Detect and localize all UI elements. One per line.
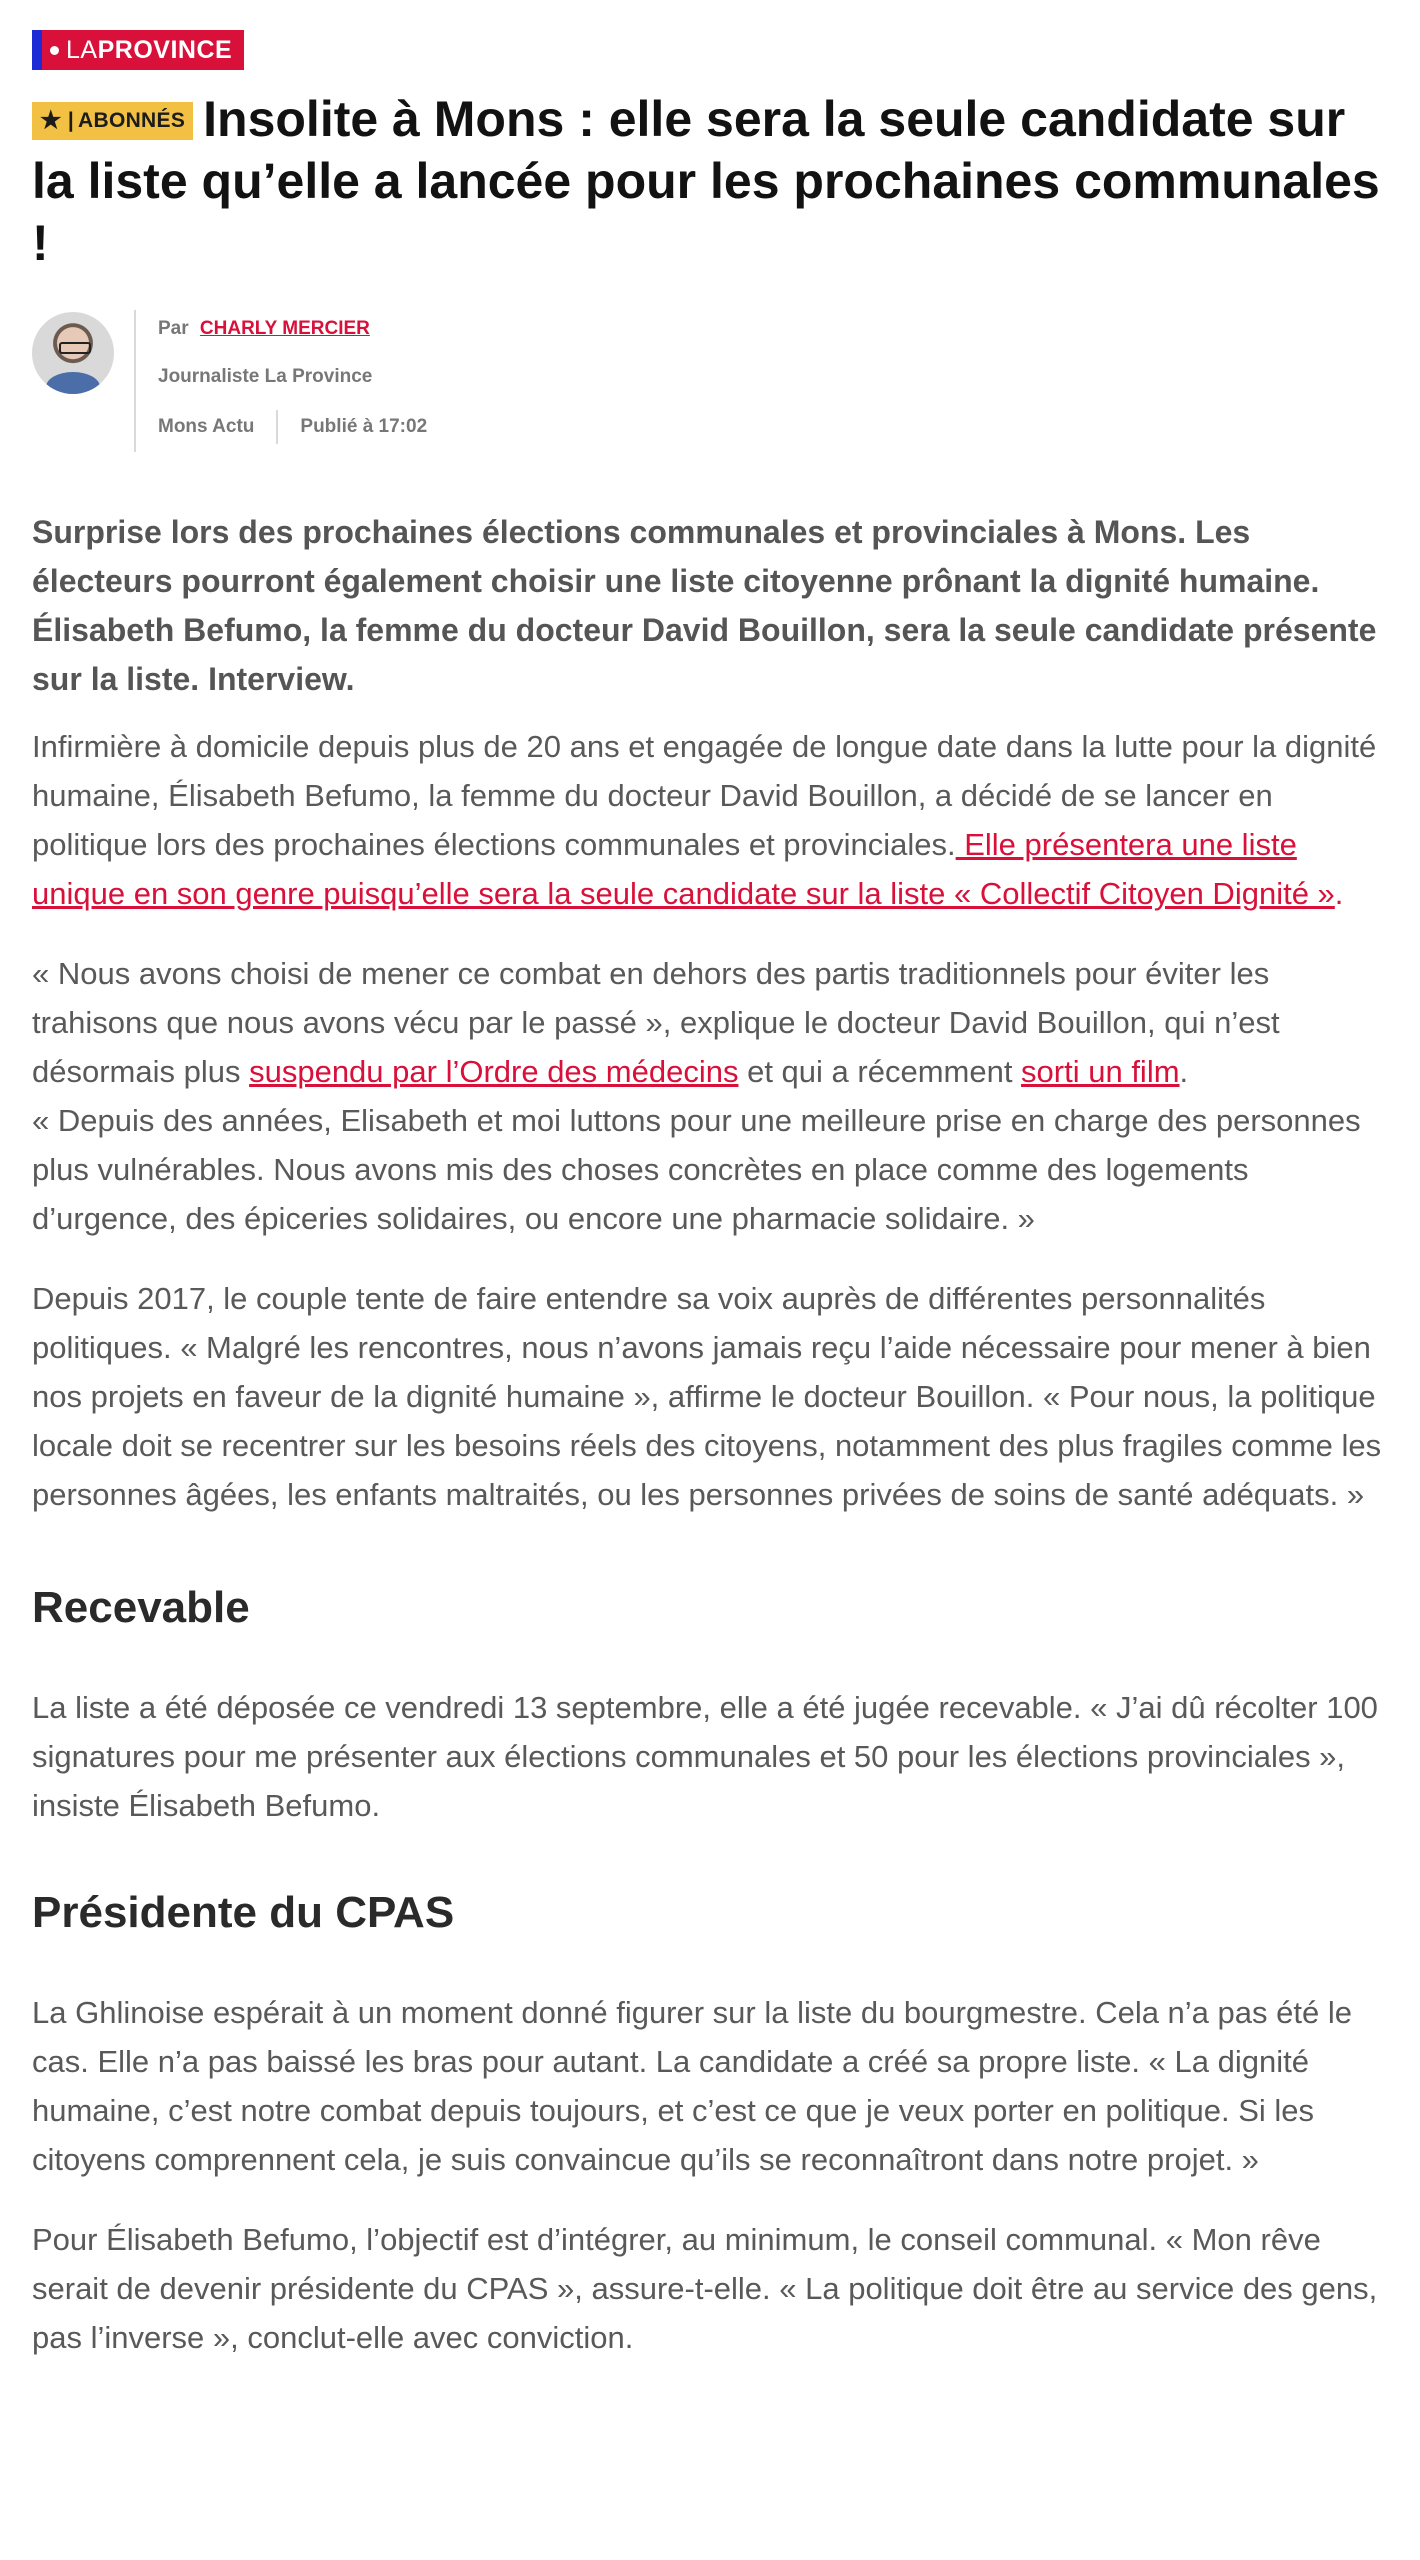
- paragraph-4: La liste a été déposée ce vendredi 13 septembre, elle a été jugée recevable. « J’ai dû récolter 100 signatures pour me présenter aux élections communales et 50 pour les élections provinciales », insiste Élisabeth Befumo.: [32, 1690, 1378, 1823]
- paragraph-3: Depuis 2017, le couple tente de faire entendre sa voix auprès de différentes personnalités politiques. « Malgré les rencontres, nous n’avons jamais reçu l’aide nécessaire pour mener à bien nos projets en faveur de la dignité humaine », affirme le docteur Bouillon. « Pour nous, la politique locale doit se recentrer sur les besoins réels des citoyens, notamment des plus fragiles comme les personnes âgées, les enfants maltraités, ou les personnes privées de soins de santé adéquats. »: [32, 1281, 1382, 1512]
- paragraph-5: La Ghlinoise espérait à un moment donné figurer sur la liste du bourgmestre. Cela n’a pas été le cas. Elle n’a pas baissé les bras pour autant. La candidate a créé sa propre liste. « La dignité humaine, c’est notre combat depuis toujours, et c’est ce que je veux porter en politique. Si les citoyens comprennent cela, je suis convaincue qu’ils se reconnaîtront dans notre projet. »: [32, 1995, 1352, 2177]
- paragraph-2-text-d: « Depuis des années, Elisabeth et moi luttons pour une meilleure prise en charge des personnes plus vulnérables. Nous avons mis des choses concrètes en place comme des logements d’urgence, des épiceries solidaires, ou encore une pharmacie solidaire. »: [32, 1103, 1361, 1236]
- paragraph-6: Pour Élisabeth Befumo, l’objectif est d’intégrer, au minimum, le conseil communal. « Mon rêve serait de devenir présidente du CPAS », assure-t-elle. « La politique doit être au service des gens, pas l’inverse », conclut-elle avec conviction.: [32, 2222, 1378, 2355]
- paragraph-1-text: Infirmière à domicile depuis plus de 20 ans et engagée de longue date dans la lutte pour la dignité humaine, Élisabeth Befumo, la femme du docteur David Bouillon, a décidé de se lancer en politique lors des prochaines élections communales et provinciales.: [32, 729, 1377, 862]
- site-logo[interactable]: [32, 30, 244, 70]
- subheading-recevable: Recevable: [32, 1583, 250, 1632]
- subscribers-badge: [32, 102, 193, 140]
- paragraph-2-text-a: « Nous avons choisi de mener ce combat en dehors des partis traditionnels pour éviter les trahisons que nous avons vécu par le passé », explique le docteur David Bouillon, qui n’est désormais plus: [32, 956, 1280, 1089]
- avatar-glasses: [59, 342, 91, 354]
- publish-time: Publié à 17:02: [300, 416, 428, 437]
- paragraph-1-end: .: [1334, 876, 1344, 911]
- headline-text: Insolite à Mons : elle sera la seule candidate sur la liste qu’elle a lancée pour les prochaines communales !: [32, 91, 1380, 271]
- subheading-cpas: Présidente du CPAS: [32, 1888, 455, 1937]
- article-lead: Surprise lors des prochaines élections communales et provinciales à Mons. Les électeurs pourront également choisir une liste citoyenne prônant la dignité humaine. Élisabeth Befumo, la femme du docteur David Bouillon, sera la seule candidate présente sur la liste. Interview.: [32, 514, 1377, 697]
- byline-info: [158, 310, 427, 452]
- badge-separator: |: [67, 109, 75, 132]
- paragraph-1: [32, 722, 1388, 918]
- dot-icon: [50, 46, 59, 55]
- avatar-shirt: [46, 372, 100, 394]
- collectif-link[interactable]: Elle présentera une liste unique en son genre puisqu’elle sera la seule candidate sur la liste « Collectif Citoyen Dignité »: [32, 827, 1335, 911]
- byline-divider: [134, 310, 136, 452]
- logo-province: PROVINCE: [97, 35, 233, 64]
- section-link[interactable]: Mons Actu: [158, 416, 255, 437]
- badge-label: ABONNÉS: [78, 109, 186, 132]
- headline-block: [32, 88, 1388, 274]
- byline: [32, 310, 1388, 452]
- paragraph-2-text-b: et qui a récemment: [738, 1054, 1022, 1089]
- author-link[interactable]: CHARLY MERCIER: [199, 318, 370, 339]
- paragraph-2: [32, 949, 1388, 1243]
- author-role: Journaliste La Province: [158, 366, 373, 387]
- author-avatar[interactable]: [32, 312, 114, 394]
- by-prefix: Par: [158, 318, 189, 339]
- meta-divider: [276, 410, 278, 444]
- logo-la: LA: [66, 35, 98, 64]
- film-link[interactable]: sorti un film: [1021, 1054, 1180, 1089]
- star-icon: ★: [40, 107, 62, 134]
- paragraph-2-text-c: .: [1179, 1054, 1189, 1089]
- ordre-medecins-link[interactable]: suspendu par l’Ordre des médecins: [249, 1054, 739, 1089]
